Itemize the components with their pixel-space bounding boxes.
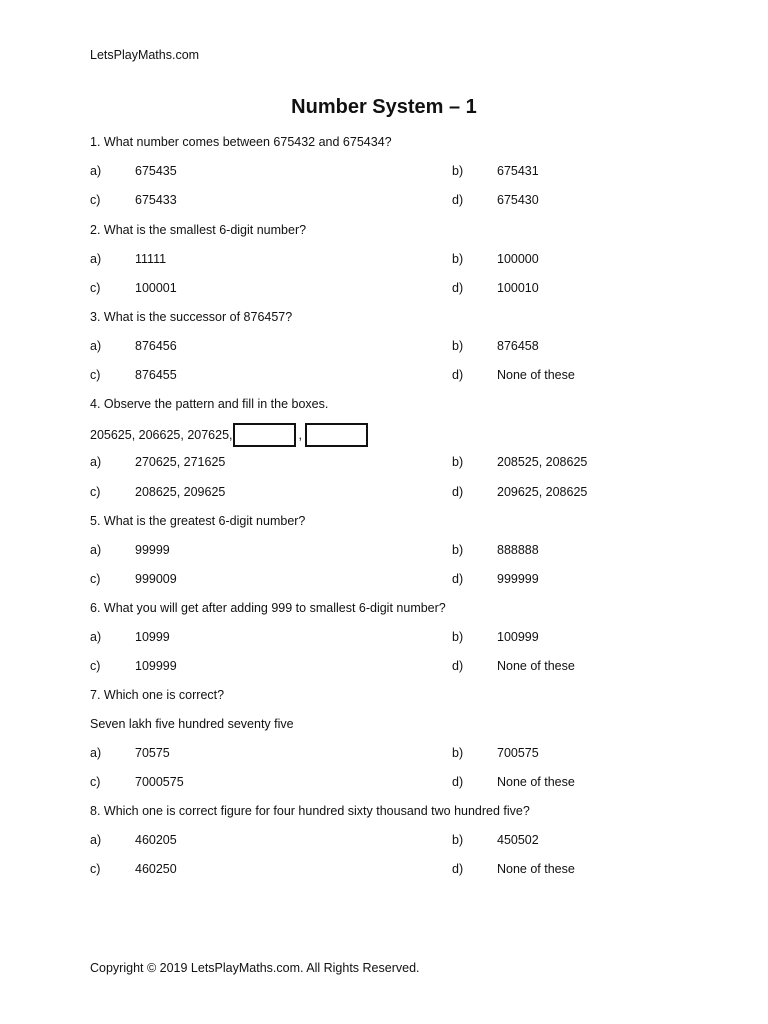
question-7-text: 7. Which one is correct? — [90, 688, 225, 702]
q4-option-a-label: a) — [90, 455, 102, 469]
q8-option-d-value: None of these — [497, 862, 575, 876]
question-3-text: 3. What is the successor of 876457? — [90, 310, 293, 324]
q3-option-b-label: b) — [452, 339, 464, 353]
q4-option-d-label: d) — [452, 485, 464, 499]
q5-option-c-value: 999009 — [135, 572, 177, 586]
q7-option-b-value: 700575 — [497, 746, 539, 760]
q1-option-b-label: b) — [452, 164, 464, 178]
q1-option-d-value: 675430 — [497, 193, 539, 207]
site-name: LetsPlayMaths.com — [90, 48, 200, 62]
q6-option-c-label: c) — [90, 659, 101, 673]
q7-option-c-value: 7000575 — [135, 775, 184, 789]
q5-option-b-value: 888888 — [497, 543, 539, 557]
pattern-separator: , — [298, 428, 302, 442]
q5-option-b-label: b) — [452, 543, 464, 557]
question-1-text: 1. What number comes between 675432 and 675434? — [90, 135, 392, 149]
q4-option-d-value: 209625, 208625 — [497, 485, 588, 499]
q1-option-a-label: a) — [90, 164, 102, 178]
q5-option-c-label: c) — [90, 572, 101, 586]
q1-option-a-value: 675435 — [135, 164, 177, 178]
question-7-subtext: Seven lakh five hundred seventy five — [90, 717, 294, 731]
q3-option-a-value: 876456 — [135, 339, 177, 353]
q8-option-c-label: c) — [90, 862, 101, 876]
q7-option-a-label: a) — [90, 746, 102, 760]
q8-option-a-label: a) — [90, 833, 102, 847]
q2-option-b-label: b) — [452, 252, 464, 266]
q3-option-a-label: a) — [90, 339, 102, 353]
q2-option-d-value: 100010 — [497, 281, 539, 295]
pattern-sequence: 205625, 206625, 207625, — [90, 428, 233, 442]
q5-option-a-value: 99999 — [135, 543, 170, 557]
q8-option-b-label: b) — [452, 833, 464, 847]
copyright-footer: Copyright © 2019 LetsPlayMaths.com. All Rights Reserved. — [90, 961, 420, 975]
q6-option-a-value: 10999 — [135, 630, 170, 644]
q7-option-a-value: 70575 — [135, 746, 170, 760]
q5-option-a-label: a) — [90, 543, 102, 557]
q2-option-c-value: 100001 — [135, 281, 177, 295]
q7-option-c-label: c) — [90, 775, 101, 789]
q5-option-d-label: d) — [452, 572, 464, 586]
q3-option-b-value: 876458 — [497, 339, 539, 353]
q8-option-a-value: 460205 — [135, 833, 177, 847]
question-4-text: 4. Observe the pattern and fill in the boxes. — [90, 397, 329, 411]
q2-option-c-label: c) — [90, 281, 101, 295]
answer-box-2[interactable] — [305, 423, 368, 447]
q2-option-a-value: 11111 — [135, 252, 167, 266]
q6-option-c-value: 109999 — [135, 659, 177, 673]
q3-option-c-value: 876455 — [135, 368, 177, 382]
question-8-text: 8. Which one is correct figure for four hundred sixty thousand two hundred five? — [90, 804, 530, 818]
q3-option-c-label: c) — [90, 368, 101, 382]
q2-option-d-label: d) — [452, 281, 464, 295]
page-title: Number System – 1 — [291, 96, 477, 118]
q7-option-d-value: None of these — [497, 775, 575, 789]
question-2-text: 2. What is the smallest 6-digit number? — [90, 223, 307, 237]
q4-option-b-value: 208525, 208625 — [497, 455, 588, 469]
q4-option-c-label: c) — [90, 485, 101, 499]
q8-option-b-value: 450502 — [497, 833, 539, 847]
q2-option-b-value: 100000 — [497, 252, 539, 266]
q4-option-b-label: b) — [452, 455, 464, 469]
answer-box-1[interactable] — [233, 423, 296, 447]
q3-option-d-label: d) — [452, 368, 464, 382]
question-5-text: 5. What is the greatest 6-digit number? — [90, 514, 306, 528]
q6-option-b-value: 100999 — [497, 630, 539, 644]
q1-option-b-value: 675431 — [497, 164, 539, 178]
q1-option-c-label: c) — [90, 193, 101, 207]
q6-option-b-label: b) — [452, 630, 464, 644]
q3-option-d-value: None of these — [497, 368, 575, 382]
q8-option-d-label: d) — [452, 862, 464, 876]
question-6-text: 6. What you will get after adding 999 to smallest 6-digit number? — [90, 601, 446, 615]
q7-option-b-label: b) — [452, 746, 464, 760]
q2-option-a-label: a) — [90, 252, 102, 266]
q6-option-d-label: d) — [452, 659, 464, 673]
q7-option-d-label: d) — [452, 775, 464, 789]
q5-option-d-value: 999999 — [497, 572, 539, 586]
pattern-row — [90, 424, 368, 446]
q6-option-d-value: None of these — [497, 659, 575, 673]
q8-option-c-value: 460250 — [135, 862, 177, 876]
q1-option-d-label: d) — [452, 193, 464, 207]
q4-option-a-value: 270625, 271625 — [135, 455, 226, 469]
q6-option-a-label: a) — [90, 630, 102, 644]
q1-option-c-value: 675433 — [135, 193, 177, 207]
q4-option-c-value: 208625, 209625 — [135, 485, 226, 499]
